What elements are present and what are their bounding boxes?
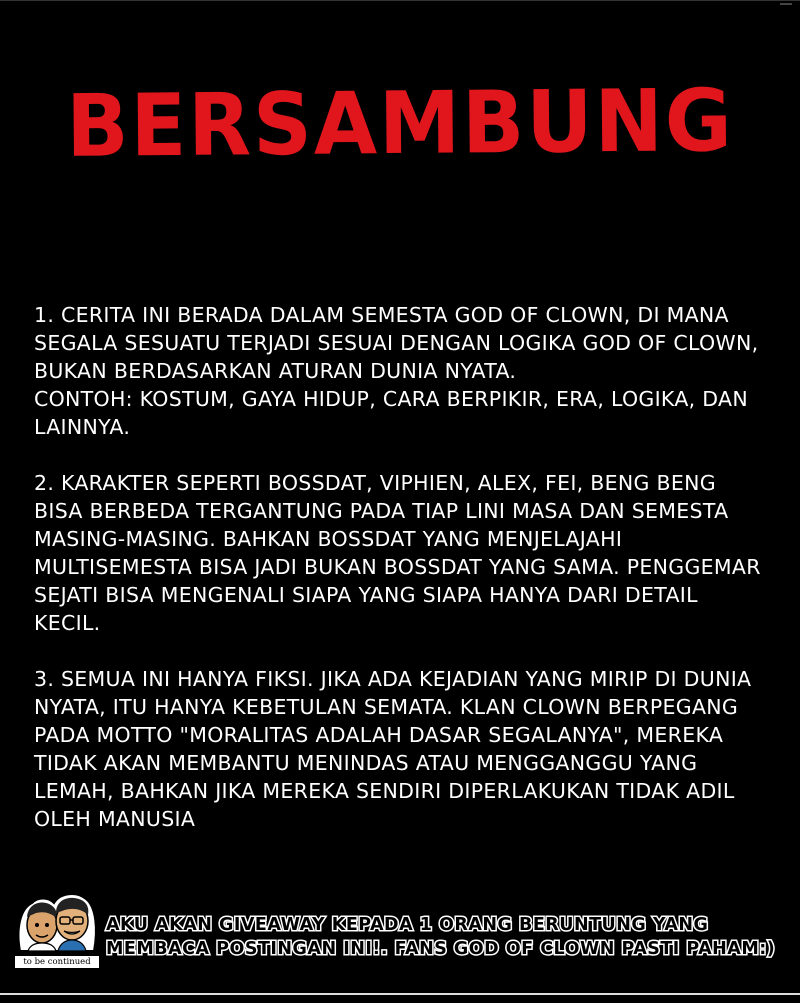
giveaway-line-1: AKU AKAN GIVEAWAY KEPADA 1 ORANG BERUNTUNG YANG [106,915,709,935]
giveaway-line-2: MEMBACA POSTINGAN INI!. FANS GOD OF CLOWN PASTI PAHAM:) [106,939,776,959]
two-characters-icon [14,889,100,959]
disclaimer-notes [34,301,762,861]
giveaway-text [106,913,796,961]
badge-caption: to be continued [14,955,100,969]
note-1: 1. CERITA INI BERADA DALAM SEMESTA GOD OF CLOWN, DI MANA SEGALA SESUATU TERJADI SESUAI DENGAN LOGIKA GOD OF CLOWN, BUKAN BERDASARKAN ATURAN DUNIA NYATA. CONTOH: KOSTUM, GAYA HIDUP, CARA BERPIKIR, ERA, LOGIKA, DAN LAINNYA. [34,303,759,439]
bottom-border [0,993,800,1003]
page-title: BERSAMBUNG [65,71,735,177]
corner-mark [780,3,792,5]
note-2: 2. KARAKTER SEPERTI BOSSDAT, VIPHIEN, ALEX, FEI, BENG BENG BISA BERBEDA TERGANTUNG PADA TIAP LINI MASA DAN SEMESTA MASING-MASING. BAHKAN BOSSDAT YANG MENJELAJAHI MULTISEMESTA BISA JADI BUKAN BOSSDAT YANG SAMA. PENGGEMAR SEJATI BISA MENGENALI SIAPA YANG SIAPA HANYA DARI DETAIL KECIL. [34,471,761,635]
giveaway-footer [14,889,790,979]
to-be-continued-badge [14,889,100,971]
note-3: 3. SEMUA INI HANYA FIKSI. JIKA ADA KEJADIAN YANG MIRIP DI DUNIA NYATA, ITU HANYA KEBETULAN SEMATA. KLAN CLOWN BERPEGANG PADA MOTTO "MORALITAS ADALAH DASAR SEGALANYA", MEREKA TIDAK AKAN MEMBANTU MENINDAS ATAU MENGGANGGU YANG LEMAH, BAHKAN JIKA MEREKA SENDIRI DIPERLAKUKAN TIDAK ADIL OLEH MANUSIA [34,667,752,831]
